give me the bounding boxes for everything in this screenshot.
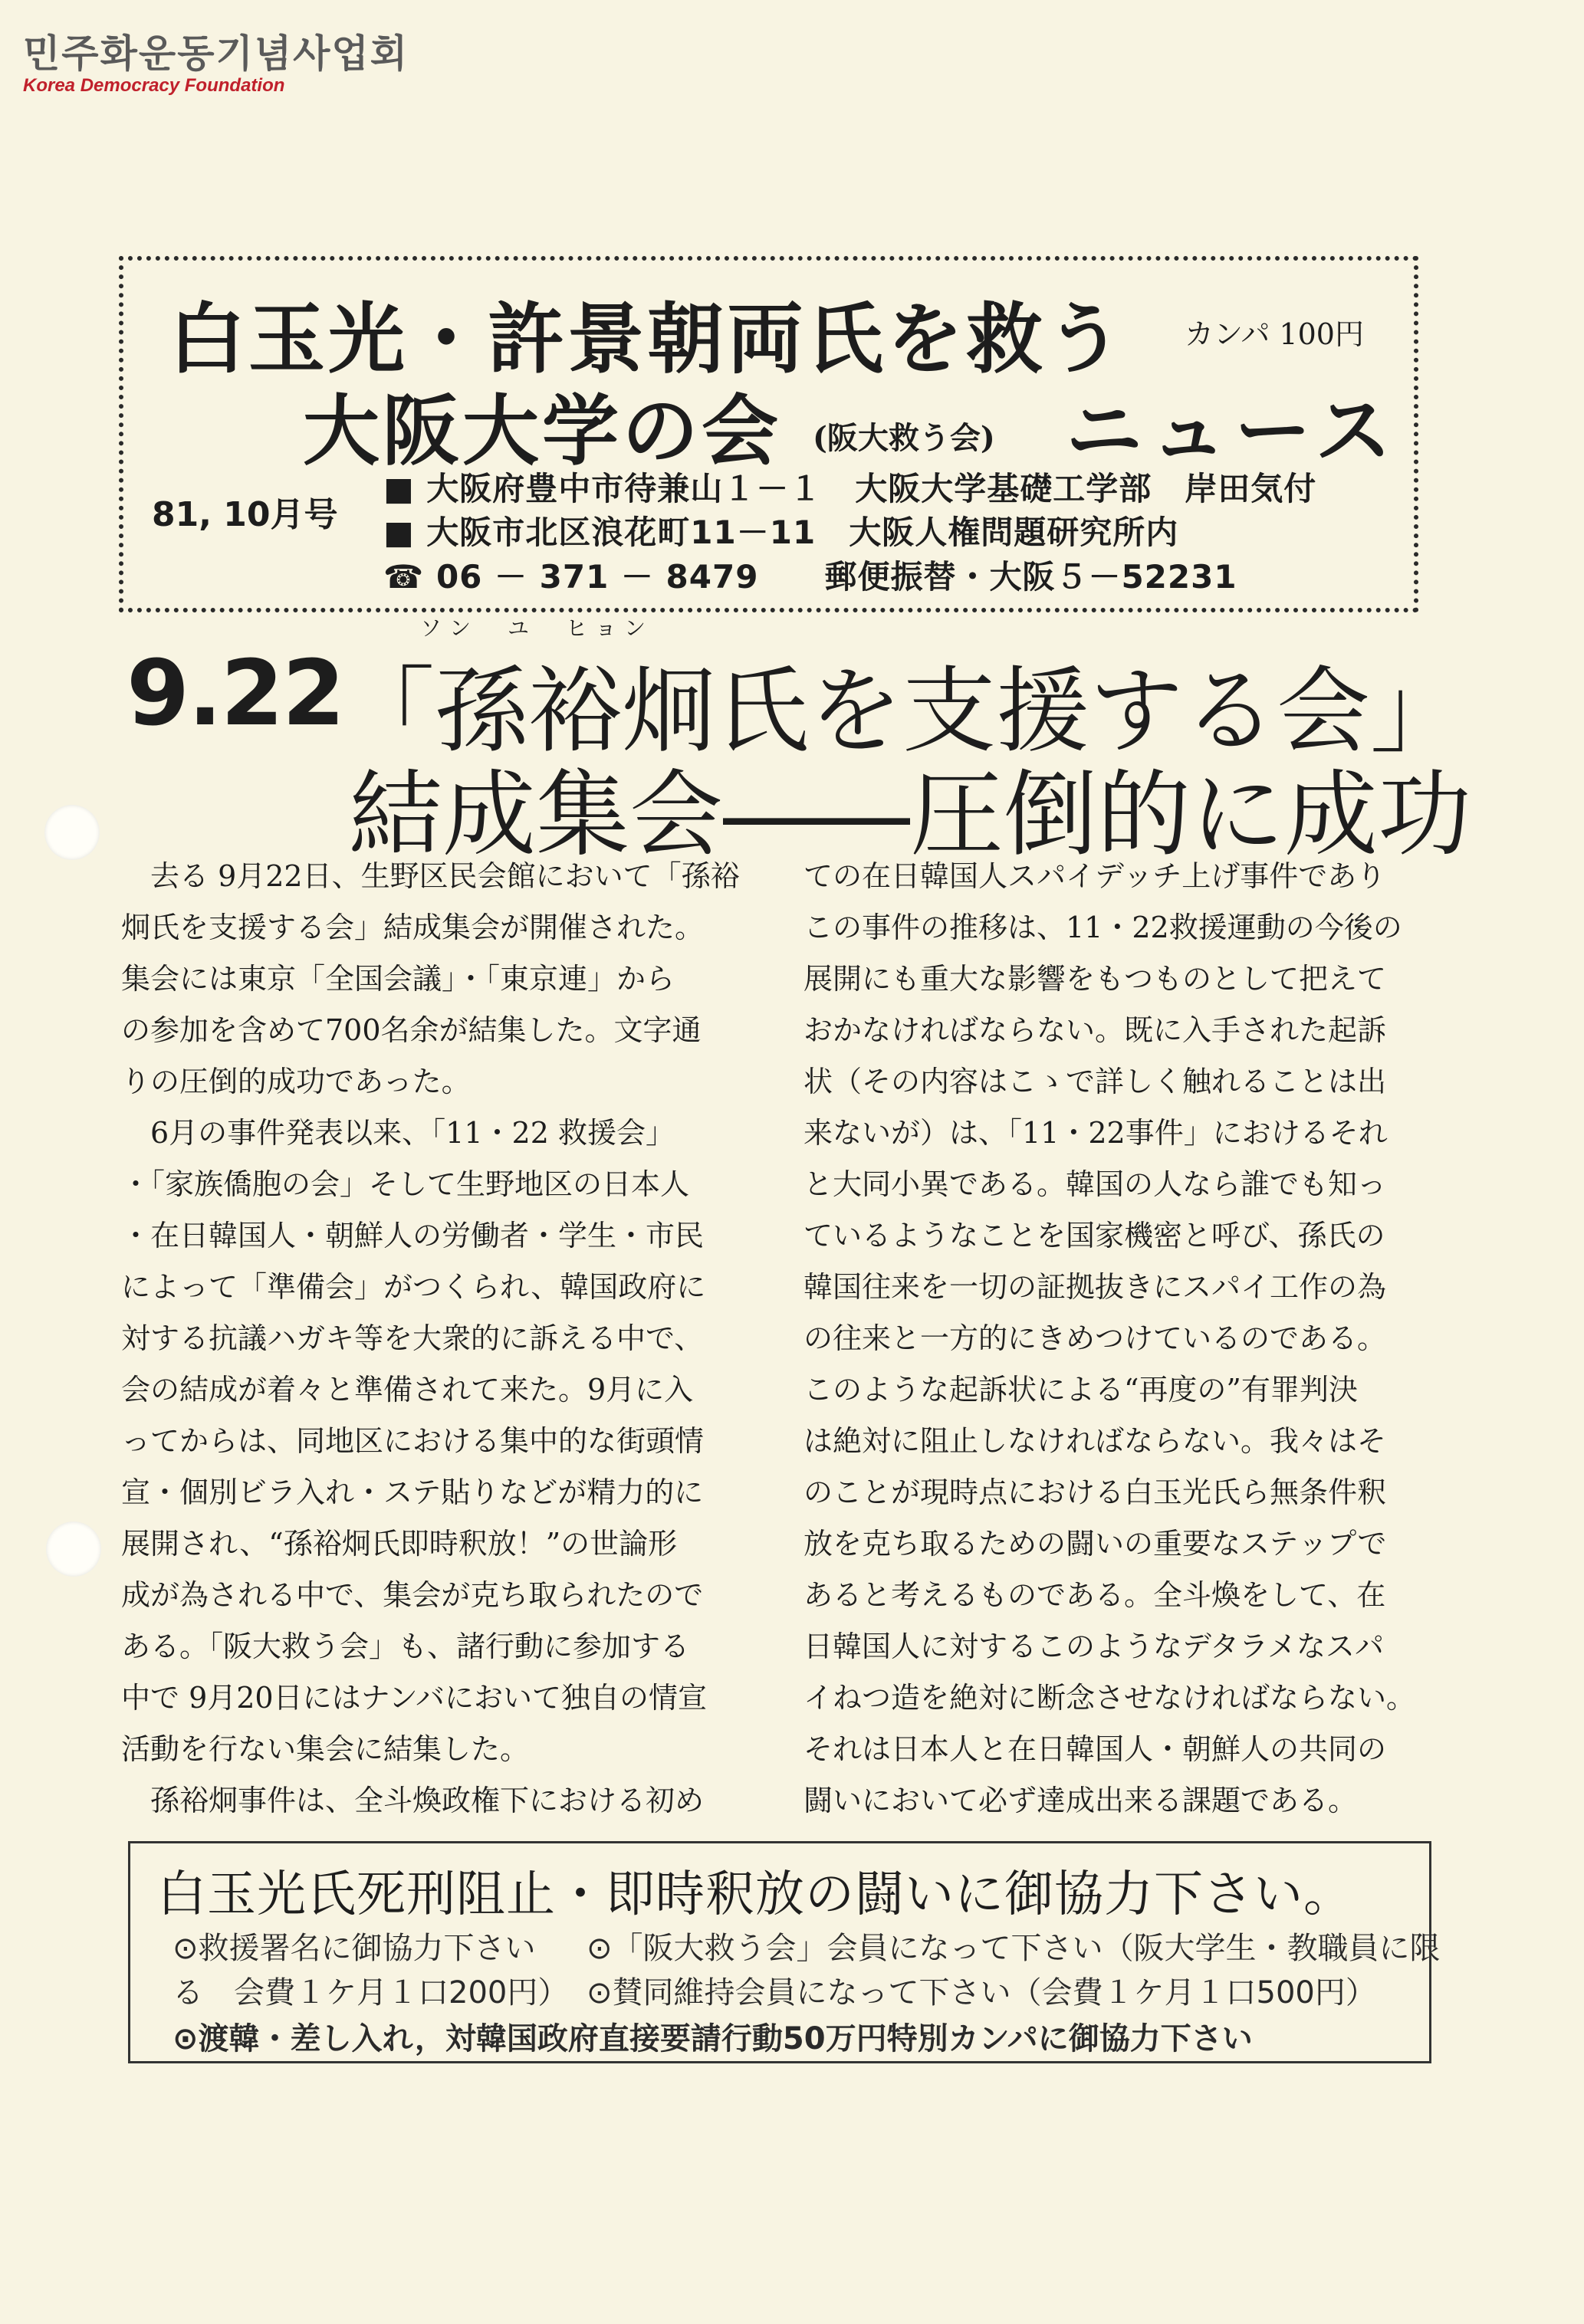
- article-line: 来ないが）は、「11・22事件」におけるそれ: [804, 1116, 1388, 1150]
- article-line: 対する抗議ハガキ等を大衆的に訴える中で、: [121, 1321, 704, 1355]
- issue-number: 81, 10月号: [152, 495, 338, 534]
- article-line: 集会には東京「全国会議」・「東京連」から: [121, 962, 675, 996]
- article-line: 展開にも重大な影響をもつものとして把えて: [804, 962, 1387, 996]
- article-line: 状（その内容はこゝで詳しく触れることは出: [804, 1065, 1387, 1098]
- article-line: 韓国往来を一切の証拠抜きにスパイ工作の為: [804, 1270, 1387, 1304]
- article-line: 炯氏を支援する会」結成集会が開催された。: [121, 911, 705, 944]
- appeal-item: ⊙救援署名に御協力下さい: [173, 1931, 536, 1966]
- article-line: あると考えるものである。全斗煥をして、在: [804, 1578, 1386, 1612]
- masthead-title-news: ニュース: [1066, 386, 1399, 476]
- price-label: カンパ 100円: [1185, 317, 1364, 351]
- appeal-item: る 会費１ケ月１口200円）: [173, 1975, 569, 2011]
- appeal-item: ⊙渡韓・差し入れ，対韓国政府直接要請行動50万円特別カンパに御協力下さい: [173, 2021, 1253, 2056]
- article-column-right: [804, 851, 1478, 1827]
- article-line: りの圧倒的成功であった。: [121, 1065, 471, 1098]
- article-line: ・「家族僑胞の会」そして生野地区の日本人: [121, 1167, 690, 1201]
- article-line: このような起訴状による“再度の”有罪判決: [804, 1373, 1358, 1407]
- article-line: の参加を含めて700名余が結集した。文字通: [121, 1013, 702, 1047]
- article-line: 展開され、“孫裕炯氏即時釈放！”の世論形: [121, 1527, 678, 1561]
- article-line: によって「準備会」がつくられ、韓国政府に: [121, 1270, 706, 1304]
- article-line: の往来と一方的にきめつけているのである。: [804, 1321, 1387, 1355]
- article-line: は絶対に阻止しなければならない。我々はそ: [804, 1424, 1387, 1458]
- address-line: ■ 大阪市北区浪花町11－11 大阪人権問題研究所内: [383, 514, 1179, 551]
- article-line: 孫裕炯事件は、全斗煥政権下における初め: [121, 1784, 705, 1817]
- masthead-title-abbrev: (阪大救う会): [813, 420, 995, 456]
- address-line: ■ 大阪府豊中市待兼山１－１ 大阪大学基礎工学部 岸田気付: [383, 470, 1317, 507]
- article-line: イねつ造を絶対に断念させなければならない。: [804, 1681, 1416, 1715]
- article-column-left: [121, 851, 757, 1827]
- punch-hole: [44, 805, 100, 860]
- headline-line2: 結成集会――圧倒的に成功: [349, 760, 1471, 869]
- article-line: 放を克ち取るための闘いの重要なステップで: [804, 1527, 1387, 1561]
- article-line: ているようなことを国家機密と呼び、孫氏の: [804, 1219, 1385, 1252]
- article-line: 中で 9月20日にはナンバにおいて独自の情宣: [121, 1681, 708, 1715]
- article-line: と大同小異である。韓国の人なら誰でも知っ: [804, 1167, 1387, 1201]
- article-line: ・在日韓国人・朝鮮人の労働者・学生・市民: [121, 1219, 705, 1252]
- appeal-item: ⊙賛同維持会員になって下さい（会費１ケ月１口500円）: [587, 1975, 1376, 2011]
- article-line: おかなければならない。既に入手された起訴: [804, 1013, 1387, 1047]
- article-line: ての在日韓国人スパイデッチ上げ事件であり: [804, 859, 1386, 893]
- foundation-logo-english: Korea Democracy Foundation: [23, 75, 285, 96]
- contact-line: ☎ 06 － 371 － 8479 郵便振替・大阪５－52231: [383, 558, 1237, 596]
- article-line: ある。「阪大救う会」も、諸行動に参加する: [121, 1630, 690, 1663]
- article-line: 6月の事件発表以来、「11・22 救援会」: [121, 1116, 675, 1150]
- article-line: 活動を行ない集会に結集した。: [121, 1732, 530, 1766]
- foundation-logo-korean: 민주화운동기념사업회: [23, 31, 409, 76]
- article-line: 去る 9月22日、生野区民会館において「孫裕: [121, 859, 740, 893]
- appeal-item: ⊙「阪大救う会」会員になって下さい（阪大学生・教職員に限: [587, 1931, 1441, 1966]
- headline-date: 9.22: [127, 640, 344, 746]
- appeal-title: 白玉光氏死刑阻止・即時釈放の闘いに御協力下さい。: [157, 1866, 1353, 1923]
- headline-line1: 「孫裕炯氏を支援する会」: [341, 657, 1464, 766]
- masthead-title-line1: 白玉光・許景朝両氏を救う: [169, 294, 1126, 384]
- article-line: ってからは、同地区における集中的な街頭情: [121, 1424, 705, 1458]
- masthead-title-line2: 大阪大学の会: [303, 386, 781, 476]
- headline-ruby: ソン ユ ヒョン: [420, 615, 654, 641]
- article-line: 会の結成が着々と準備されて来た。9月に入: [121, 1373, 694, 1407]
- article-line: 闘いにおいて必ず達成出来る課題である。: [804, 1784, 1358, 1817]
- article-line: それは日本人と在日韓国人・朝鮮人の共同の: [804, 1732, 1387, 1766]
- article-line: 日韓国人に対するこのようなデタラメなスパ: [804, 1630, 1384, 1663]
- article-line: 成が為される中で、集会が克ち取られたので: [121, 1578, 704, 1612]
- article-line: のことが現時点における白玉光氏ら無条件釈: [804, 1475, 1387, 1509]
- article-line: この事件の推移は、11・22救援運動の今後の: [804, 911, 1402, 944]
- article-line: 宣・個別ビラ入れ・ステ貼りなどが精力的に: [121, 1475, 704, 1509]
- punch-hole: [46, 1521, 101, 1577]
